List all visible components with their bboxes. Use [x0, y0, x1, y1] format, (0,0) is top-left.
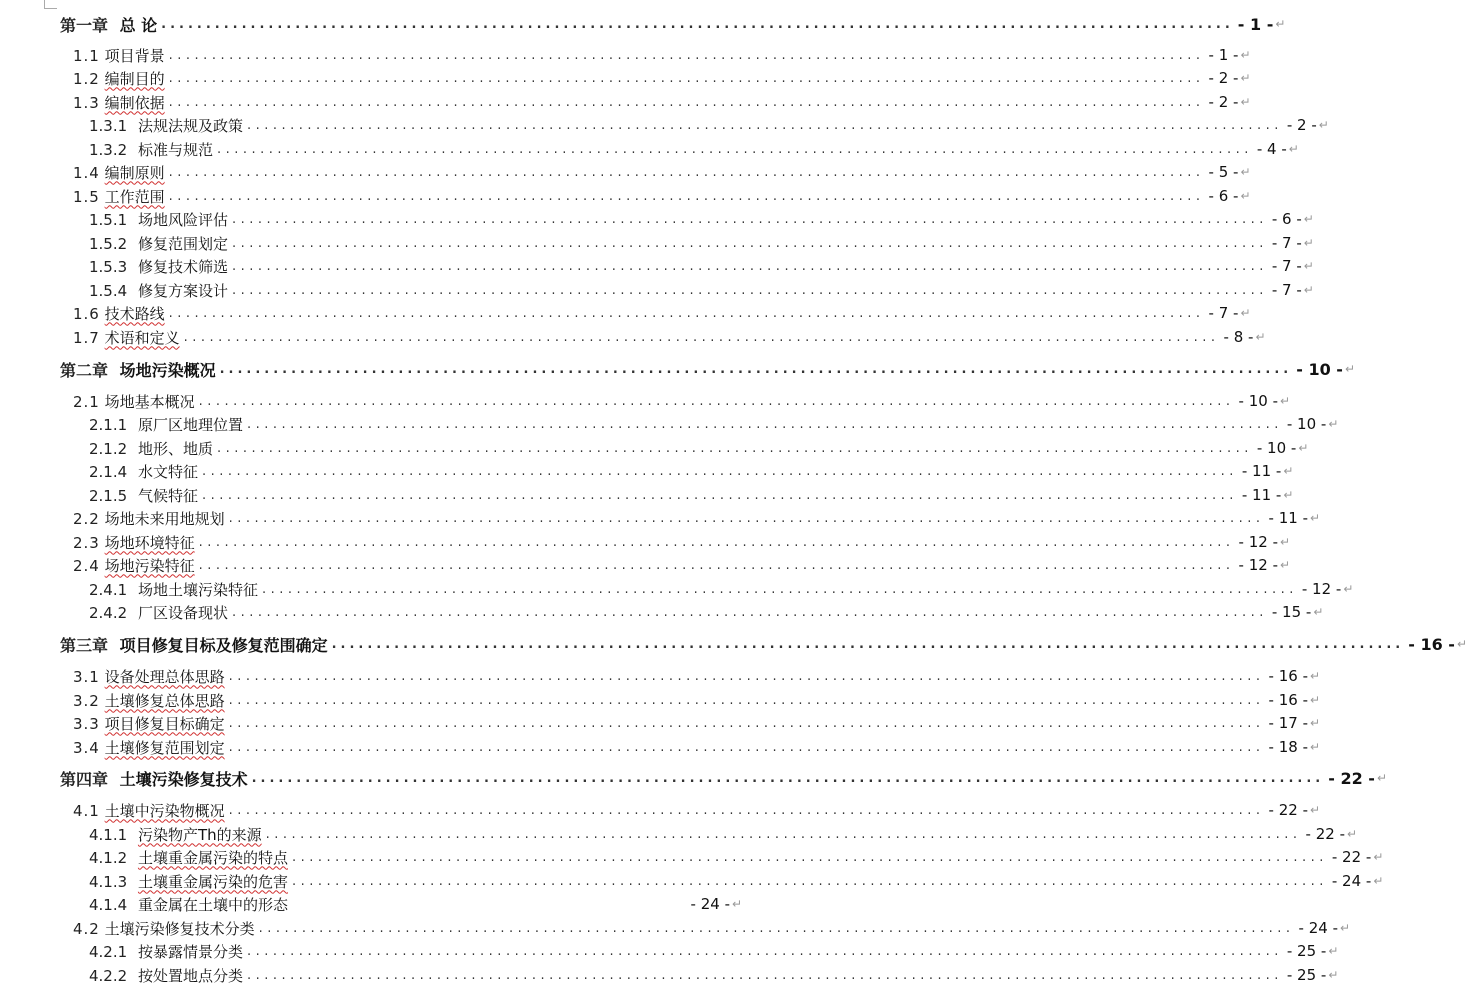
toc-entry-2-1-1[interactable]: 2.1.1 原厂区地理位置 ........................................................................................................................ - 10 - ↵ — [89, 415, 1339, 434]
paragraph-mark-icon: ↵ — [1328, 944, 1339, 958]
toc-entry-1-3[interactable]: 1.3 编制依据 ........................................................................................................................ - 2 - ↵ — [73, 93, 1251, 112]
paragraph-mark-icon: ↵ — [1280, 535, 1291, 549]
dot-leader: ........................................................................................................................ — [161, 16, 1234, 32]
toc-entry-4-2[interactable]: 4.2 土壤污染修复技术分类 ........................................................................................................................ - 24 - ↵ — [73, 919, 1351, 938]
toc-entry-2-2[interactable]: 2.2 场地未来用地规划 ........................................................................................................................ - 11 - ↵ — [73, 509, 1321, 528]
toc-page-number: - 8 - — [1223, 328, 1254, 346]
toc-page-number: - 7 - — [1271, 234, 1302, 252]
toc-page-number: - 18 - — [1268, 738, 1309, 756]
toc-entry-1-7[interactable]: 1.7 术语和定义 ........................................................................................................................ - 8 - ↵ — [73, 328, 1266, 347]
page-corner-mark — [44, 0, 57, 9]
toc-page-number: - 17 - — [1268, 714, 1309, 732]
toc-page-number: - 2 - — [1286, 116, 1317, 134]
toc-page-number: - 5 - — [1208, 163, 1239, 181]
toc-entry-1-5-1[interactable]: 1.5.1 场地风险评估 ........................................................................................................................ - 6 - ↵ — [89, 210, 1314, 229]
dot-leader: ........................................................................................................................ — [246, 967, 1283, 983]
dot-leader: ........................................................................................................................ — [228, 739, 1265, 755]
toc-entry-4-1-1[interactable]: 4.1.1 污染物产Th的来源 ........................................................................................................................ - 22 - ↵ — [89, 825, 1358, 844]
paragraph-mark-icon: ↵ — [1288, 142, 1299, 156]
toc-entry-1-5-3[interactable]: 1.5.3 修复技术筛选 ........................................................................................................................ - 7 - ↵ — [89, 257, 1314, 276]
dot-leader: ........................................................................................................................ — [228, 510, 1265, 526]
toc-entry-label: 第一章 总 论 — [60, 15, 158, 35]
toc-page-number: - 7 - — [1271, 281, 1302, 299]
dot-leader: ........................................................................................................................ — [261, 581, 1298, 597]
dot-leader: ........................................................................................................................ — [201, 463, 1238, 479]
dot-leader: ........................................................................................................................ — [265, 826, 1302, 842]
paragraph-mark-icon: ↵ — [1240, 95, 1251, 109]
dot-leader: ........................................................................................................................ — [198, 393, 1235, 409]
dot-leader: ........................................................................................................................ — [231, 604, 1268, 620]
toc-entry-2-3[interactable]: 2.3 场地环境特征 ........................................................................................................................ - 12 - ↵ — [73, 533, 1291, 552]
paragraph-mark-icon: ↵ — [1240, 71, 1251, 85]
paragraph-mark-icon: ↵ — [1240, 48, 1251, 62]
dot-leader: ........................................................................................................................ — [219, 361, 1293, 377]
toc-entry-2-1-4[interactable]: 2.1.4 水文特征 ........................................................................................................................ - 11 - ↵ — [89, 462, 1294, 481]
toc-entry-4-2-1[interactable]: 4.2.1 按暴露情景分类 ........................................................................................................................ - 25 - ↵ — [89, 942, 1339, 961]
dot-leader: ........................................................................................................................ — [168, 164, 1205, 180]
dot-leader: ........................................................................................................................ — [228, 668, 1265, 684]
paragraph-mark-icon: ↵ — [1283, 488, 1294, 502]
dot-leader: ........................................................................................................................ — [168, 305, 1205, 321]
toc-entry-1-2[interactable]: 1.2 编制目的 ........................................................................................................................ - 2 - ↵ — [73, 69, 1251, 88]
dot-leader: ........................................................................................................................ — [228, 802, 1265, 818]
dot-leader: ........................................................................................................................ — [228, 715, 1265, 731]
paragraph-mark-icon: ↵ — [1240, 306, 1251, 320]
paragraph-mark-icon: ↵ — [1283, 464, 1294, 478]
toc-page-number: - 6 - — [1208, 187, 1239, 205]
paragraph-mark-icon: ↵ — [1298, 441, 1309, 455]
paragraph-mark-icon: ↵ — [1328, 417, 1339, 431]
paragraph-mark-icon: ↵ — [1310, 716, 1321, 730]
toc-entry-3-1[interactable]: 3.1 设备处理总体思路 ........................................................................................................................ - 16 - ↵ — [73, 667, 1321, 686]
paragraph-mark-icon: ↵ — [1373, 874, 1384, 888]
toc-page-number: - 12 - — [1301, 580, 1342, 598]
paragraph-mark-icon: ↵ — [1240, 165, 1251, 179]
paragraph-mark-icon: ↵ — [1376, 771, 1387, 785]
paragraph-mark-icon: ↵ — [1343, 582, 1354, 596]
toc-entry-4-1-4[interactable]: 4.1.4 重金属在土壤中的形态 - 24 - ↵ — [0, 893, 750, 915]
paragraph-mark-icon: ↵ — [1313, 605, 1324, 619]
toc-page-number: - 10 - — [1256, 439, 1297, 457]
paragraph-mark-icon: ↵ — [1255, 330, 1266, 344]
toc-page-number: - 10 - — [1296, 359, 1343, 379]
toc-page-number: - 2 - — [1208, 93, 1239, 111]
dot-leader: ........................................................................................................................ — [231, 211, 1268, 227]
toc-entry-2-4-2[interactable]: 2.4.2 厂区设备现状 ........................................................................................................................ - 15 - ↵ — [89, 603, 1324, 622]
dot-leader: ........................................................................................................................ — [291, 873, 1328, 889]
paragraph-mark-icon: ↵ — [1456, 637, 1467, 651]
toc-page-number: - 6 - — [1271, 210, 1302, 228]
toc-page-number: - 10 - — [1238, 392, 1279, 410]
dot-leader: ........................................................................................................................ — [246, 117, 1283, 133]
toc-page-number: - 11 - — [1241, 486, 1282, 504]
dot-leader: ........................................................................................................................ — [198, 534, 1235, 550]
toc-page-number: - 1 - — [1237, 14, 1274, 34]
toc-page-number: - 24 - — [1331, 872, 1372, 890]
toc-page-number: - 7 - — [1208, 304, 1239, 322]
toc-entry-1-6[interactable]: 1.6 技术路线 ........................................................................................................................ - 7 - ↵ — [73, 304, 1251, 323]
dot-leader: ........................................................................................................................ — [246, 943, 1283, 959]
dot-leader: ........................................................................................................................ — [291, 849, 1328, 865]
paragraph-mark-icon: ↵ — [1310, 803, 1321, 817]
toc-page-number: - 2 - — [1208, 69, 1239, 87]
toc-page-number: - 25 - — [1286, 942, 1327, 960]
toc-page-number: - 12 - — [1238, 533, 1279, 551]
toc-page-number: - 22 - — [1328, 768, 1375, 788]
paragraph-mark-icon: ↵ — [1303, 236, 1314, 250]
toc-page-number: - 16 - — [1268, 667, 1309, 685]
dot-leader: ........................................................................................................................ — [228, 692, 1265, 708]
paragraph-mark-icon: ↵ — [1328, 968, 1339, 982]
toc-entry-4-1[interactable]: 4.1 土壤中污染物概况 ........................................................................................................................ - 22 - ↵ — [73, 801, 1321, 820]
toc-entry-1-5-4[interactable]: 1.5.4 修复方案设计 ........................................................................................................................ - 7 - ↵ — [89, 281, 1314, 300]
paragraph-mark-icon: ↵ — [1303, 212, 1314, 226]
dot-leader: ........................................................................................................................ — [168, 47, 1205, 63]
toc-page-number: - 10 - — [1286, 415, 1327, 433]
dot-leader: ........................................................................................................................ — [231, 282, 1268, 298]
paragraph-mark-icon: ↵ — [1310, 693, 1321, 707]
paragraph-mark-icon: ↵ — [1344, 362, 1355, 376]
toc-page-number: - 15 - — [1271, 603, 1312, 621]
paragraph-mark-icon: ↵ — [1240, 189, 1251, 203]
paragraph-mark-icon: ↵ — [1303, 283, 1314, 297]
dot-leader: ........................................................................................................................ — [231, 235, 1268, 251]
toc-entry-1-5-2[interactable]: 1.5.2 修复范围划定 ........................................................................................................................ - 7 - ↵ — [89, 234, 1314, 253]
toc-page-number: - 22 - — [1331, 848, 1372, 866]
dot-leader: ........................................................................................................................ — [198, 557, 1235, 573]
dot-leader: ........................................................................................................................ — [258, 920, 1295, 936]
dot-leader: ........................................................................................................................ — [251, 770, 1325, 786]
toc-page-number: - 22 - — [1305, 825, 1345, 843]
toc-entry-chapter-1[interactable] — [0, 9, 1286, 39]
toc-entry-3-3[interactable]: 3.3 项目修复目标确定 ........................................................................................................................ - 17 - ↵ — [73, 714, 1321, 733]
dot-leader: ........................................................................................................................ — [246, 416, 1283, 432]
toc-entry-3-4[interactable]: 3.4 土壤修复范围划定 ........................................................................................................................ - 18 - ↵ — [73, 738, 1321, 757]
dot-leader: ........................................................................................................................ — [216, 440, 1253, 456]
toc-page-number: - 25 - — [1286, 966, 1327, 984]
paragraph-mark-icon: ↵ — [1310, 669, 1321, 683]
paragraph-mark-icon: ↵ — [1303, 259, 1314, 273]
toc-entry-4-2-2[interactable]: 4.2.2 按处置地点分类 ........................................................................................................................ - 25 - ↵ — [89, 966, 1339, 985]
toc-page-number: - 24 - — [690, 895, 730, 913]
toc-page-number: - 16 - — [1268, 691, 1309, 709]
toc-page-number: - 16 - — [1408, 634, 1455, 654]
paragraph-mark-icon: ↵ — [1318, 118, 1329, 132]
toc-page-number: - 11 - — [1241, 462, 1282, 480]
toc-entry-2-4-1[interactable]: 2.4.1 场地土壤污染特征 ........................................................................................................................ - 12 - ↵ — [89, 580, 1354, 599]
dot-leader: ........................................................................................................................ — [168, 70, 1205, 86]
paragraph-mark-icon: ↵ — [1346, 827, 1358, 841]
toc-entry-2-1-2[interactable]: 2.1.2 地形、地质 ........................................................................................................................ - 10 - ↵ — [89, 439, 1309, 458]
toc-page-number: - 11 - — [1268, 509, 1309, 527]
paragraph-mark-icon: ↵ — [1280, 558, 1291, 572]
toc-entry-4-1-2[interactable]: 4.1.2 土壤重金属污染的特点 ........................................................................................................................ - 22 - ↵ — [89, 848, 1384, 867]
toc-entry-chapter-2[interactable]: 第二章 场地污染概况 ........................................................................................................................ - 10 - ↵ — [60, 359, 1355, 380]
dot-leader: ........................................................................................................................ — [168, 188, 1205, 204]
toc-entry-2-4[interactable]: 2.4 场地污染特征 ........................................................................................................................ - 12 - ↵ — [73, 556, 1291, 575]
dot-leader: ........................................................................................................................ — [331, 636, 1405, 652]
toc-page-number: - 22 - — [1268, 801, 1309, 819]
dot-leader: ........................................................................................................................ — [231, 258, 1268, 274]
toc-entry-3-2[interactable]: 3.2 土壤修复总体思路 ........................................................................................................................ - 16 - ↵ — [73, 691, 1321, 710]
toc-entry-2-1-5[interactable]: 2.1.5 气候特征 ........................................................................................................................ - 11 - ↵ — [89, 486, 1294, 505]
toc-entry-1-3-1[interactable]: 1.3.1 法规法规及政策 ........................................................................................................................ - 2 - ↵ — [89, 116, 1329, 135]
paragraph-mark-icon: ↵ — [1310, 740, 1321, 754]
toc-page-number: - 4 - — [1256, 140, 1287, 158]
toc-entry-2-1[interactable]: 2.1 场地基本概况 ........................................................................................................................ - 10 - ↵ — [73, 392, 1291, 411]
toc-entry-1-5[interactable]: 1.5 工作范围 ........................................................................................................................ - 6 - ↵ — [73, 187, 1251, 206]
toc-entry-1-3-2[interactable]: 1.3.2 标准与规范 ........................................................................................................................ - 4 - ↵ — [89, 140, 1299, 159]
paragraph-mark-icon: ↵ — [1275, 17, 1286, 31]
toc-entry-chapter-3[interactable]: 第三章 项目修复目标及修复范围确定 ........................................................................................................................ - 16 - ↵ — [60, 634, 1467, 655]
dot-leader: ........................................................................................................................ — [168, 94, 1205, 110]
toc-page-number: - 7 - — [1271, 257, 1302, 275]
paragraph-mark-icon: ↵ — [732, 897, 743, 911]
paragraph-mark-icon: ↵ — [1310, 511, 1321, 525]
paragraph-mark-icon: ↵ — [1373, 850, 1384, 864]
paragraph-mark-icon: ↵ — [1280, 394, 1291, 408]
toc-entry-1-4[interactable]: 1.4 编制原则 ........................................................................................................................ - 5 - ↵ — [73, 163, 1251, 182]
toc-page-number: - 1 - — [1208, 46, 1239, 64]
dot-leader: ........................................................................................................................ — [216, 141, 1253, 157]
dot-leader: ........................................................................................................................ — [183, 329, 1220, 345]
toc-page-number: - 12 - — [1238, 556, 1279, 574]
dot-leader: ........................................................................................................................ — [201, 487, 1238, 503]
paragraph-mark-icon: ↵ — [1340, 921, 1351, 935]
toc-entry-1-1[interactable]: 1.1 项目背景 ........................................................................................................................ - 1 - ↵ — [73, 46, 1251, 65]
toc-page-number: - 24 - — [1298, 919, 1339, 937]
toc-entry-chapter-4[interactable]: 第四章 土壤污染修复技术 ........................................................................................................................ - 22 - ↵ — [60, 768, 1387, 789]
toc-entry-4-1-3[interactable]: 4.1.3 土壤重金属污染的危害 ........................................................................................................................ - 24 - ↵ — [89, 872, 1384, 891]
